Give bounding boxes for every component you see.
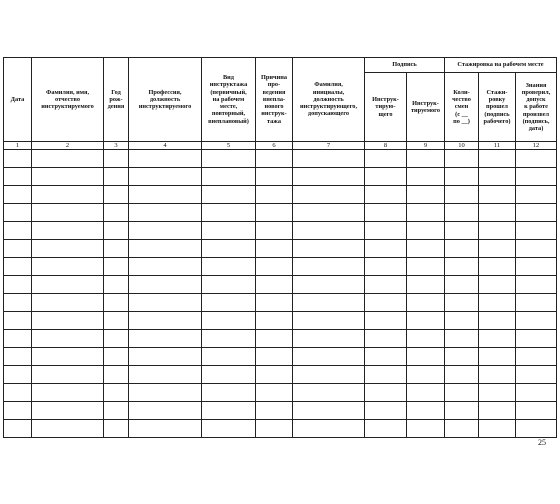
table-cell[interactable] xyxy=(445,348,479,366)
table-cell[interactable] xyxy=(407,222,445,240)
table-cell[interactable] xyxy=(129,420,202,438)
table-cell[interactable] xyxy=(129,222,202,240)
table-cell[interactable] xyxy=(256,150,293,168)
table-cell[interactable] xyxy=(32,258,104,276)
table-cell[interactable] xyxy=(365,312,407,330)
table-cell[interactable] xyxy=(256,258,293,276)
header-internship-passed: Стажи- ровку прошел (подпись рабочего) xyxy=(479,73,516,142)
column-number: 7 xyxy=(293,142,365,150)
table-cell[interactable] xyxy=(256,384,293,402)
table-cell[interactable] xyxy=(479,240,516,258)
table-cell[interactable] xyxy=(104,168,129,186)
table-cell[interactable] xyxy=(32,420,104,438)
table-cell[interactable] xyxy=(479,330,516,348)
table-cell[interactable] xyxy=(516,204,557,222)
table-cell[interactable] xyxy=(293,402,365,420)
table-cell[interactable] xyxy=(32,312,104,330)
table-row xyxy=(4,240,557,258)
table-cell[interactable] xyxy=(516,240,557,258)
table-cell[interactable] xyxy=(445,150,479,168)
table-cell[interactable] xyxy=(32,186,104,204)
table-cell[interactable] xyxy=(516,186,557,204)
table-cell[interactable] xyxy=(445,222,479,240)
table-cell[interactable] xyxy=(407,240,445,258)
table-cell[interactable] xyxy=(256,240,293,258)
table-cell[interactable] xyxy=(479,402,516,420)
table-cell[interactable] xyxy=(4,294,32,312)
table-cell[interactable] xyxy=(256,168,293,186)
table-cell[interactable] xyxy=(407,294,445,312)
table-row xyxy=(4,294,557,312)
table-cell[interactable] xyxy=(129,258,202,276)
table-cell[interactable] xyxy=(516,348,557,366)
table-cell[interactable] xyxy=(516,294,557,312)
table-row xyxy=(4,150,557,168)
header-profession: Профессия, должность инструктируемого xyxy=(129,58,202,142)
table-cell[interactable] xyxy=(516,312,557,330)
table-cell[interactable] xyxy=(104,294,129,312)
header-signature-instructor: Инструк- тирую- щего xyxy=(365,73,407,142)
table-row xyxy=(4,384,557,402)
table-row xyxy=(4,186,557,204)
table-cell[interactable] xyxy=(256,222,293,240)
table-cell[interactable] xyxy=(365,294,407,312)
table-cell[interactable] xyxy=(516,384,557,402)
table-cell[interactable] xyxy=(445,186,479,204)
table-cell[interactable] xyxy=(32,276,104,294)
table-cell[interactable] xyxy=(365,222,407,240)
table-cell[interactable] xyxy=(32,348,104,366)
header-signature-group: Подпись xyxy=(365,58,445,73)
table-cell[interactable] xyxy=(104,222,129,240)
table-cell[interactable] xyxy=(202,402,256,420)
table-cell[interactable] xyxy=(407,402,445,420)
table-row xyxy=(4,330,557,348)
table-cell[interactable] xyxy=(445,204,479,222)
table-cell[interactable] xyxy=(516,330,557,348)
table-cell[interactable] xyxy=(32,384,104,402)
table-row xyxy=(4,204,557,222)
table-cell[interactable] xyxy=(516,222,557,240)
table-cell[interactable] xyxy=(104,276,129,294)
table-cell[interactable] xyxy=(129,168,202,186)
table-cell[interactable] xyxy=(516,402,557,420)
table-cell[interactable] xyxy=(104,312,129,330)
table-cell[interactable] xyxy=(104,258,129,276)
table-cell[interactable] xyxy=(104,150,129,168)
table-cell[interactable] xyxy=(202,276,256,294)
table-cell[interactable] xyxy=(445,330,479,348)
page-number: 25 xyxy=(538,438,546,447)
column-number: 10 xyxy=(445,142,479,150)
table-cell[interactable] xyxy=(293,204,365,222)
table-cell[interactable] xyxy=(202,366,256,384)
table-row xyxy=(4,348,557,366)
table-cell[interactable] xyxy=(479,150,516,168)
table-cell[interactable] xyxy=(365,240,407,258)
table-cell[interactable] xyxy=(293,348,365,366)
table-cell[interactable] xyxy=(129,204,202,222)
table-cell[interactable] xyxy=(445,276,479,294)
table-cell[interactable] xyxy=(104,348,129,366)
column-number: 2 xyxy=(32,142,104,150)
table-body xyxy=(4,142,557,438)
header-date: Дата xyxy=(4,58,32,142)
column-number: 3 xyxy=(104,142,129,150)
table-cell[interactable] xyxy=(407,312,445,330)
table-row xyxy=(4,168,557,186)
table-cell[interactable] xyxy=(365,420,407,438)
header-birth-year: Год рож- дения xyxy=(104,58,129,142)
table-cell[interactable] xyxy=(445,168,479,186)
table-cell[interactable] xyxy=(104,240,129,258)
table-cell[interactable] xyxy=(479,384,516,402)
header-briefing-type: Вид инструктажа (первичный, на рабочем месте, повторный, внеплановый) xyxy=(202,58,256,142)
table-cell[interactable] xyxy=(129,276,202,294)
table-cell[interactable] xyxy=(407,330,445,348)
table-cell[interactable] xyxy=(129,384,202,402)
table-cell[interactable] xyxy=(445,384,479,402)
table-cell[interactable] xyxy=(256,330,293,348)
table-cell[interactable] xyxy=(129,348,202,366)
table-cell[interactable] xyxy=(4,420,32,438)
table-cell[interactable] xyxy=(365,186,407,204)
table-cell[interactable] xyxy=(202,222,256,240)
table-cell[interactable] xyxy=(202,330,256,348)
table-cell[interactable] xyxy=(4,384,32,402)
table-cell[interactable] xyxy=(479,204,516,222)
table-row xyxy=(4,366,557,384)
table-cell[interactable] xyxy=(293,168,365,186)
table-cell[interactable] xyxy=(129,312,202,330)
table-cell[interactable] xyxy=(479,258,516,276)
table-cell[interactable] xyxy=(365,276,407,294)
column-number-row xyxy=(4,142,557,150)
table-cell[interactable] xyxy=(129,366,202,384)
table-cell[interactable] xyxy=(32,402,104,420)
table-cell[interactable] xyxy=(4,168,32,186)
table-cell[interactable] xyxy=(407,366,445,384)
briefing-log-sheet xyxy=(3,57,557,438)
table-cell[interactable] xyxy=(445,258,479,276)
table-cell[interactable] xyxy=(4,330,32,348)
table-row xyxy=(4,276,557,294)
table-cell[interactable] xyxy=(445,294,479,312)
table-cell[interactable] xyxy=(479,168,516,186)
table-cell[interactable] xyxy=(202,186,256,204)
table-cell[interactable] xyxy=(202,348,256,366)
table-cell[interactable] xyxy=(104,402,129,420)
table-cell[interactable] xyxy=(4,312,32,330)
table-cell[interactable] xyxy=(202,168,256,186)
table-cell[interactable] xyxy=(202,150,256,168)
table-cell[interactable] xyxy=(32,240,104,258)
table-row xyxy=(4,402,557,420)
table-cell[interactable] xyxy=(4,240,32,258)
table-cell[interactable] xyxy=(32,150,104,168)
table-cell[interactable] xyxy=(32,330,104,348)
table-cell[interactable] xyxy=(365,330,407,348)
table-cell[interactable] xyxy=(365,150,407,168)
table-cell[interactable] xyxy=(293,384,365,402)
table-cell[interactable] xyxy=(293,312,365,330)
table-cell[interactable] xyxy=(104,420,129,438)
table-cell[interactable] xyxy=(104,186,129,204)
table-cell[interactable] xyxy=(407,258,445,276)
table-cell[interactable] xyxy=(104,384,129,402)
table-cell[interactable] xyxy=(202,420,256,438)
table-cell[interactable] xyxy=(4,150,32,168)
column-number: 11 xyxy=(479,142,516,150)
table-cell[interactable] xyxy=(104,330,129,348)
table-cell[interactable] xyxy=(129,150,202,168)
header-row-top xyxy=(4,58,557,73)
table-cell[interactable] xyxy=(407,384,445,402)
table-cell[interactable] xyxy=(516,168,557,186)
table-cell[interactable] xyxy=(365,366,407,384)
table-cell[interactable] xyxy=(293,240,365,258)
header-reason: Причина про- ведения внепла- нового инструк- тажа xyxy=(256,58,293,142)
table-row xyxy=(4,312,557,330)
table-cell[interactable] xyxy=(365,168,407,186)
table-cell[interactable] xyxy=(516,366,557,384)
table-cell[interactable] xyxy=(202,204,256,222)
column-number: 6 xyxy=(256,142,293,150)
column-number: 8 xyxy=(365,142,407,150)
table-cell[interactable] xyxy=(445,240,479,258)
table-cell[interactable] xyxy=(293,294,365,312)
table-cell[interactable] xyxy=(293,366,365,384)
table-cell[interactable] xyxy=(365,348,407,366)
table-cell[interactable] xyxy=(4,204,32,222)
table-cell[interactable] xyxy=(32,294,104,312)
column-number: 4 xyxy=(129,142,202,150)
table-cell[interactable] xyxy=(365,402,407,420)
table-cell[interactable] xyxy=(202,312,256,330)
header-knowledge-checked: Знания проверил, допуск к работе произвел (подпись, дата) xyxy=(516,73,557,142)
table-cell[interactable] xyxy=(445,420,479,438)
table-cell[interactable] xyxy=(202,294,256,312)
table-cell[interactable] xyxy=(293,330,365,348)
table-cell[interactable] xyxy=(445,366,479,384)
table-cell[interactable] xyxy=(4,402,32,420)
table-cell[interactable] xyxy=(32,366,104,384)
table-cell[interactable] xyxy=(32,168,104,186)
table-cell[interactable] xyxy=(256,348,293,366)
table-cell[interactable] xyxy=(365,204,407,222)
table-cell[interactable] xyxy=(479,222,516,240)
table-cell[interactable] xyxy=(256,312,293,330)
table-cell[interactable] xyxy=(407,150,445,168)
table-cell[interactable] xyxy=(293,258,365,276)
table-cell[interactable] xyxy=(479,312,516,330)
table-cell[interactable] xyxy=(293,222,365,240)
table-cell[interactable] xyxy=(407,204,445,222)
table-cell[interactable] xyxy=(479,366,516,384)
table-cell[interactable] xyxy=(516,420,557,438)
table-cell[interactable] xyxy=(32,204,104,222)
table-cell[interactable] xyxy=(4,366,32,384)
column-number: 12 xyxy=(516,142,557,150)
table-cell[interactable] xyxy=(256,204,293,222)
table-cell[interactable] xyxy=(365,258,407,276)
table-cell[interactable] xyxy=(407,276,445,294)
table-cell[interactable] xyxy=(129,330,202,348)
table-cell[interactable] xyxy=(445,402,479,420)
table-cell[interactable] xyxy=(293,276,365,294)
table-cell[interactable] xyxy=(129,402,202,420)
table-cell[interactable] xyxy=(4,276,32,294)
table-cell[interactable] xyxy=(407,168,445,186)
table-cell[interactable] xyxy=(407,348,445,366)
table-cell[interactable] xyxy=(104,366,129,384)
column-number: 9 xyxy=(407,142,445,150)
table-cell[interactable] xyxy=(293,420,365,438)
table-cell[interactable] xyxy=(202,384,256,402)
table-cell[interactable] xyxy=(256,186,293,204)
column-number: 1 xyxy=(4,142,32,150)
table-cell[interactable] xyxy=(365,384,407,402)
table-cell[interactable] xyxy=(516,258,557,276)
table-cell[interactable] xyxy=(104,204,129,222)
header-shifts-count: Коли- чество смен (с __ по __) xyxy=(445,73,479,142)
table-cell[interactable] xyxy=(4,258,32,276)
table-cell[interactable] xyxy=(516,150,557,168)
table-cell[interactable] xyxy=(202,240,256,258)
briefing-log-table xyxy=(3,57,557,438)
table-cell[interactable] xyxy=(479,420,516,438)
table-cell[interactable] xyxy=(479,186,516,204)
table-cell[interactable] xyxy=(479,276,516,294)
column-number: 5 xyxy=(202,142,256,150)
header-full-name: Фамилия, имя, отчество инструктируемого xyxy=(32,58,104,142)
table-row xyxy=(4,222,557,240)
table-cell[interactable] xyxy=(445,312,479,330)
table-cell[interactable] xyxy=(256,366,293,384)
table-cell[interactable] xyxy=(129,186,202,204)
table-cell[interactable] xyxy=(4,222,32,240)
header-instructor-name: Фамилия, инициалы, должность инструктирующего, допускающего xyxy=(293,58,365,142)
table-cell[interactable] xyxy=(256,294,293,312)
header-signature-trainee: Инструк- тируемого xyxy=(407,73,445,142)
table-cell[interactable] xyxy=(256,276,293,294)
table-cell[interactable] xyxy=(32,222,104,240)
table-row xyxy=(4,258,557,276)
table-cell[interactable] xyxy=(407,186,445,204)
header-internship-group: Стажировка на рабочем месте xyxy=(445,58,557,73)
table-cell[interactable] xyxy=(407,420,445,438)
table-cell[interactable] xyxy=(129,240,202,258)
table-cell[interactable] xyxy=(202,258,256,276)
table-cell[interactable] xyxy=(256,402,293,420)
table-cell[interactable] xyxy=(516,276,557,294)
table-cell[interactable] xyxy=(4,348,32,366)
table-cell[interactable] xyxy=(4,186,32,204)
table-cell[interactable] xyxy=(293,150,365,168)
table-cell[interactable] xyxy=(479,348,516,366)
table-cell[interactable] xyxy=(479,294,516,312)
table-cell[interactable] xyxy=(129,294,202,312)
table-row xyxy=(4,420,557,438)
table-cell[interactable] xyxy=(256,420,293,438)
table-cell[interactable] xyxy=(293,186,365,204)
